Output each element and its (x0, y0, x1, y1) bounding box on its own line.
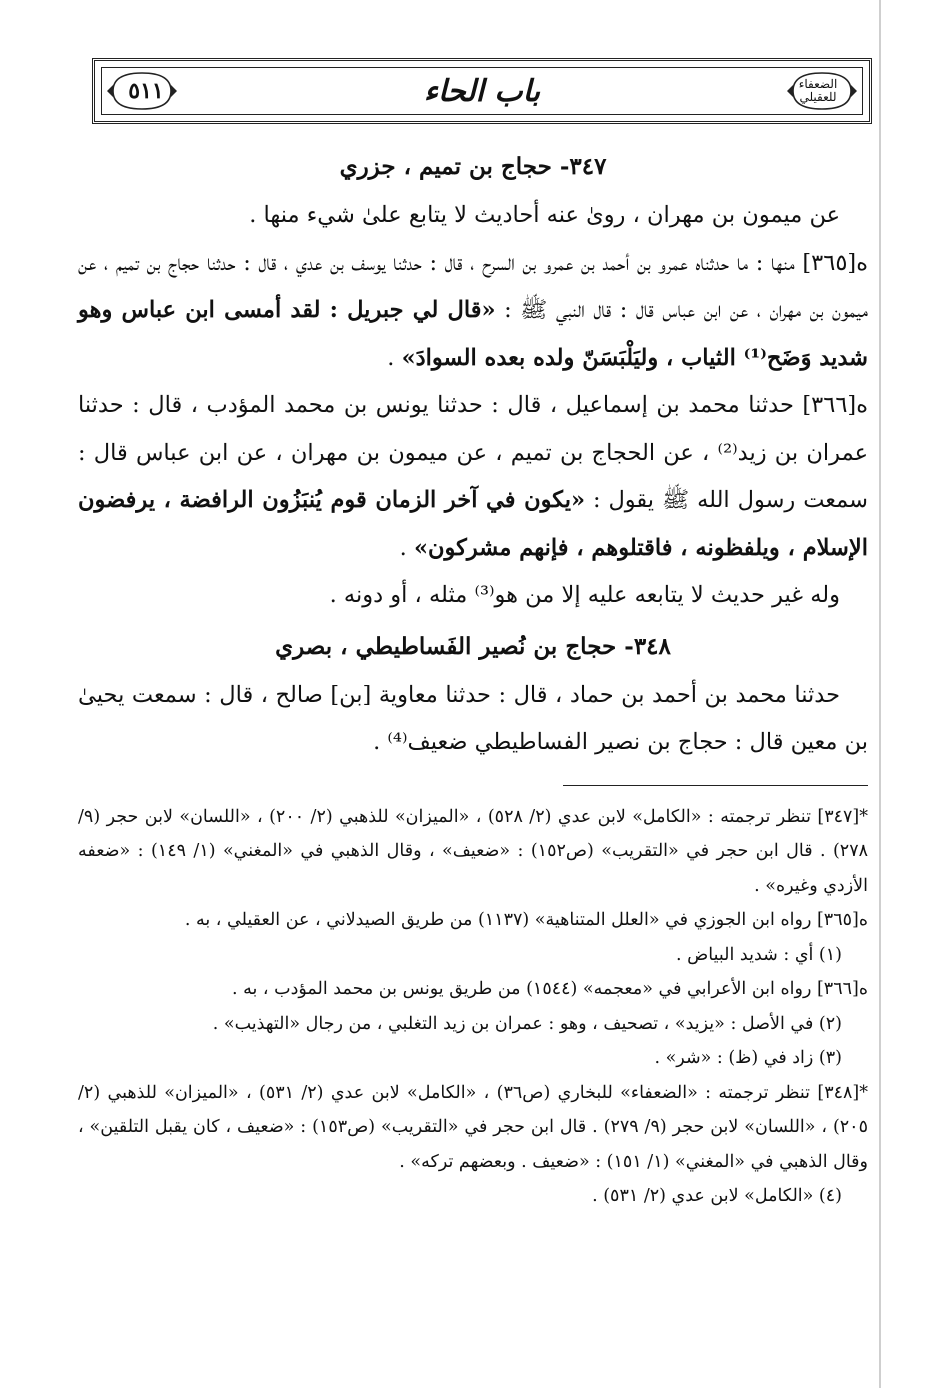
footnote: (٣) زاد في (ظ) : «شر» . (654, 1048, 842, 1068)
footnote: (٤) «الكامل» لابن عدي (٢/ ٥٣١) . (592, 1186, 842, 1206)
page-edge (879, 0, 881, 1388)
page-header (92, 58, 872, 124)
book-logo: الضعفاء للعقيلي (798, 76, 838, 104)
page-number: ٥١١ (128, 78, 164, 104)
paragraph-text: ه[٣٦٥] منها : ما حدثناه عمرو بن أحمد بن عمرو بن السرح ، قال : حدثنا يوسف بن عدي ، قال : حدثنا حجاج بن تميم ، عن ميمون بن مهران ، عن ابن عباس قال : قال النبي ﷺ : (78, 249, 868, 323)
entry-title: ٣٤٨- حجاج بن نُصير الفَساطيطي ، بصري (275, 632, 671, 660)
hadith-365 (78, 240, 868, 383)
entry-paragraph (78, 572, 868, 620)
paragraph-text: حدثنا محمد بن أحمد بن حماد ، قال : حدثنا معاوية [بن] صالح ، قال : سمعت يحيىٰ بن معين قال : حجاج بن نصير الفساطيطي ضعيف⁽⁴⁾ . (78, 681, 868, 755)
footnote: *[٣٤٧] تنظر ترجمته : «الكامل» لابن عدي (٢/ ٥٢٨) ، «الميزان» للذهبي (٢/ ٢٠٠) ، «اللسان» لابن حجر (٩/ ٢٧٨) . قال ابن حجر في «التقريب» (ص١٥٢) : «ضعيف» ، وقال الذهبي في «المغني» (١/ ١٤٩) : «ضعفه الأزدي وغيره» . (78, 806, 868, 896)
chapter-title: باب الحاء (423, 73, 541, 109)
entry-paragraph (78, 672, 868, 767)
footnote: (٢) في الأصل : «يزيد» ، تصحيف ، وهو : عمران بن زيد التغلبي ، من رجال «التهذيب» . (212, 1013, 842, 1034)
paragraph-text: . (399, 534, 414, 561)
entry-paragraph (78, 192, 868, 240)
footnotes (78, 800, 868, 1214)
page-body (78, 140, 868, 1214)
footnote-separator (563, 785, 868, 786)
footnote: (١) أي : شديد البياض . (675, 944, 842, 965)
footnote: *[٣٤٨] تنظر ترجمته : «الضعفاء» للبخاري (ص٣٦) ، «الكامل» لابن عدي (٢/ ٥٣١) ، «الميزان» للذهبي (٢/ ٢٠٥) ، «اللسان» لابن حجر (٩/ ٢٧٩) . قال ابن حجر في «التقريب» (ص١٥٣) : «ضعيف ، كان يقبل التلقين» ، وقال الذهبي في «المغني» (١/ ١٥١) : «ضعيف . وبعضهم تركه» . (78, 1082, 868, 1172)
paragraph-text: عن ميمون بن مهران ، روىٰ عنه أحاديث لا يتابع علىٰ شيء منها . (249, 202, 840, 228)
entry-347 (78, 146, 868, 620)
paragraph-text: وله غير حديث لا يتابعه عليه إلا من هو⁽³⁾ مثله ، أو دونه . (329, 582, 840, 608)
hadith-366 (78, 382, 868, 572)
hadith-matn: «قال لي جبريل : لقد أمسى ابن عباس وهو شديد وَضَح⁽¹⁾ الثياب ، وليَلْبَسَنّ ولده بعده السوادَ» (78, 297, 868, 371)
entry-title: ٣٤٧- حجاج بن تميم ، جزري (339, 153, 607, 180)
paragraph-text: ه[٣٦٦] حدثنا محمد بن إسماعيل ، قال : حدثنا يونس بن محمد المؤدب ، قال : حدثنا عمران بن زيد⁽²⁾ ، عن الحجاج بن تميم ، عن ميمون بن مهران ، عن ابن عباس قال : سمعت رسول الله ﷺ يقول : (78, 392, 869, 513)
footnote: ه[٣٦٦] رواه ابن الأعرابي في «معجمه» (١٥٤٤) من طريق يونس بن محمد المؤدب ، به . (231, 979, 868, 999)
hadith-matn: «يكون في آخر الزمان قوم يُنبَزُون الرافضة ، يرفضون الإسلام ، ويلفظونه ، فاقتلوهم ، فإنهم مشركون» (78, 487, 868, 561)
entry-348 (78, 626, 868, 767)
footnote: ه[٣٦٥] رواه ابن الجوزي في «العلل المتناهية» (١١٣٧) من طريق الصيدلاني ، عن العقيلي ، به . (184, 910, 868, 930)
paragraph-text: . (387, 344, 402, 371)
